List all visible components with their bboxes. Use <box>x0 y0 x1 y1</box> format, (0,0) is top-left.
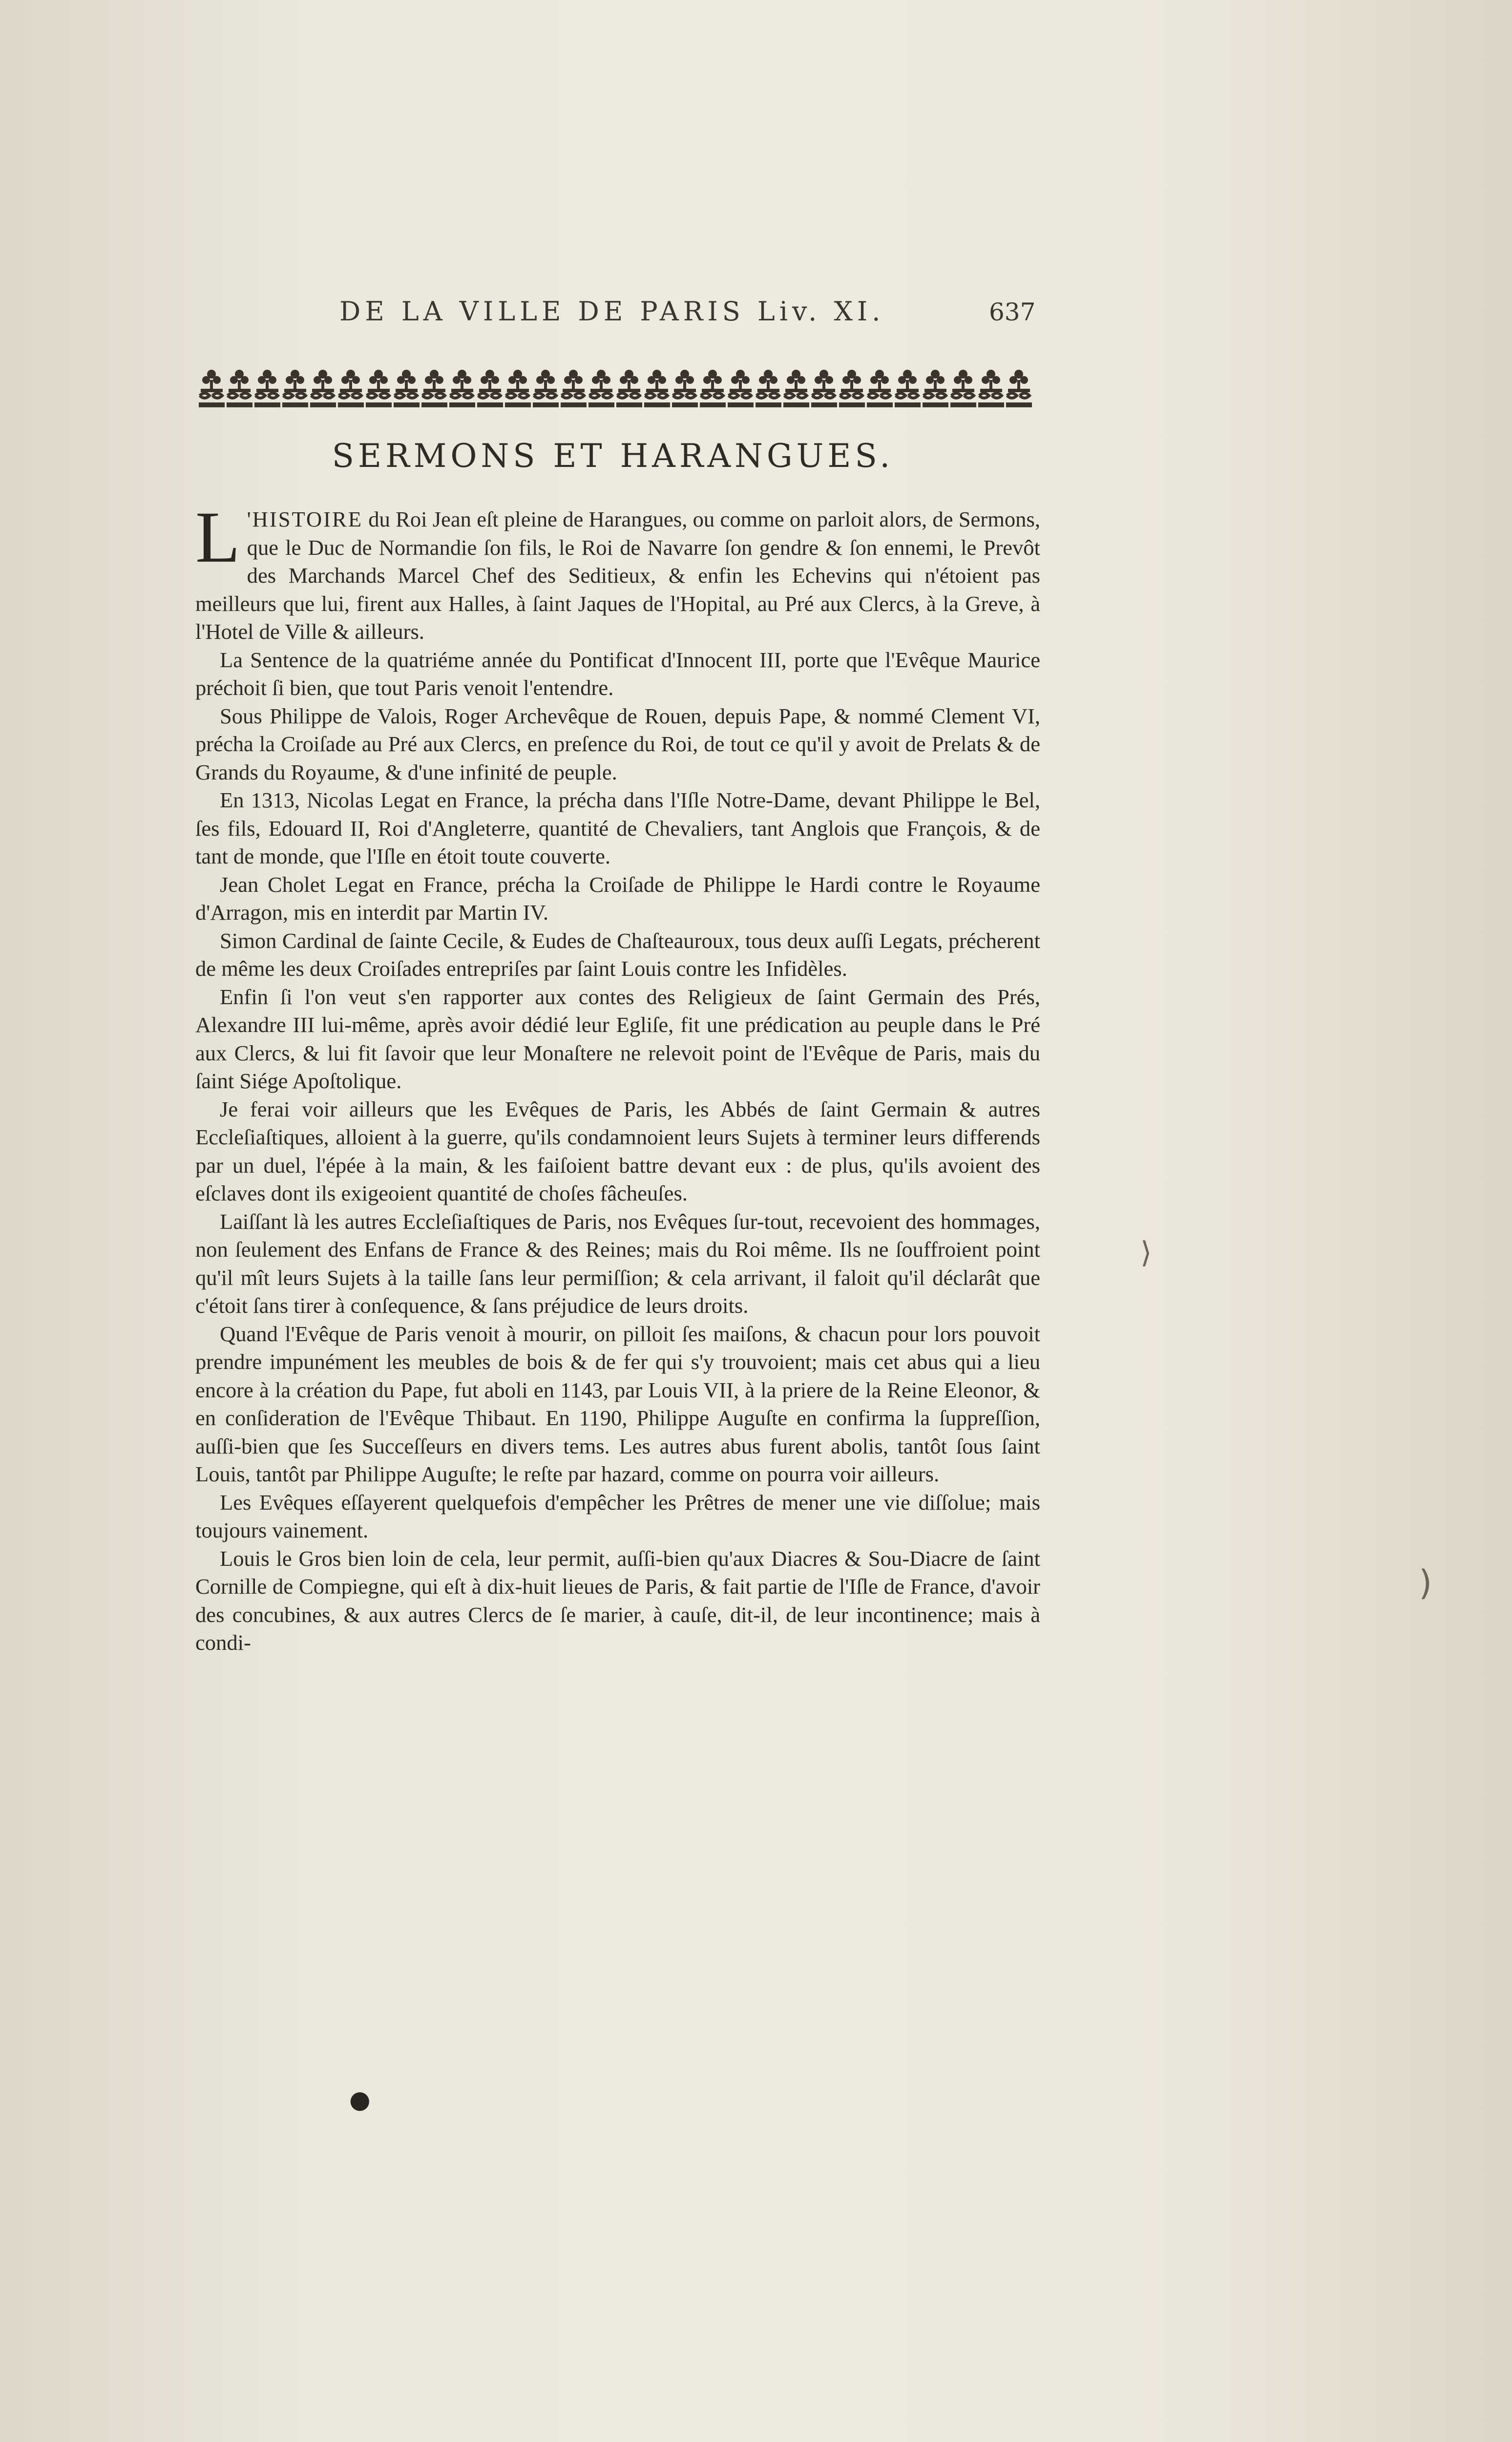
margin-mark: ⟩ <box>1140 1236 1152 1270</box>
running-head: DE LA VILLE DE PARIS Liv. XI. <box>339 296 885 327</box>
paragraph-9: Laiſſant là les autres Eccleſiaſtiques de Paris, nos Evêques ſur-tout, recevoient des hommages, non ſeulement des Enfans de France & des Reines; mais du Roi même. Ils ne ſouffroient point qu'il mît leurs Sujets à la taille ſans leur permiſſion; & cela arrivant, il faloit qu'il déclarât que c'étoit ſans tirer à conſequence, & ſans préjudice de leurs droits. <box>195 1209 1040 1318</box>
paragraph-8: Je ferai voir ailleurs que les Evêques de Paris, les Abbés de ſaint Germain & autres Eccleſiaſtiques, alloient à la guerre, qu'ils condamnoient leurs Sujets à terminer leurs differends par un duel, l'épée à la main, & les faiſoient battre devant eux : de plus, qu'ils avoient des eſclaves dont ils exigeoient quantité de choſes fâcheuſes. <box>195 1096 1040 1205</box>
drop-cap: L <box>195 497 240 578</box>
section-title: SERMONS ET HARANGUES. <box>332 437 894 475</box>
ornamental-headband <box>198 365 1033 412</box>
paragraph-6: Simon Cardinal de ſainte Cecile, & Eudes de Chaſteauroux, tous deux auſſi Legats, précherent de même les deux Croiſades entrepriſes par ſaint Louis contre les Infidèles. <box>195 928 1040 981</box>
ink-blot: ● <box>349 2085 371 2114</box>
paragraph-12: Louis le Gros bien loin de cela, leur permit, auſſi-bien qu'aux Diacres & Sou-Diacre de ſaint Cornille de Compiegne, qui eſt à dix-huit lieues de Paris, & fait partie de l'Iſle de France, d'avoir des concubines, & aux autres Clercs de ſe marier, à cauſe, dit-il, de leur incontinence; mais à condi- <box>195 1546 1040 1655</box>
opening-word: 'HISTOIRE <box>247 507 363 531</box>
paragraph-11: Les Evêques eſſayerent quelquefois d'empêcher les Prêtres de mener une vie diſſolue; mais toujours vainement. <box>195 1490 1040 1542</box>
page-number: 637 <box>989 298 1036 326</box>
paragraph-4: En 1313, Nicolas Legat en France, la précha dans l'Iſle Notre-Dame, devant Philippe le Bel, ſes fils, Edouard II, Roi d'Angleterre, quantité de Chevaliers, tant Anglois que François, & de tant de monde, que l'Iſle en étoit toute couverte. <box>195 788 1040 868</box>
paragraph-5: Jean Cholet Legat en France, précha la Croiſade de Philippe le Hardi contre le Royaume d'Arragon, mis en interdit par Martin IV. <box>195 872 1040 925</box>
margin-mark: ) <box>1419 1563 1432 1603</box>
paragraph-1 <box>195 497 1040 646</box>
body-text <box>195 497 1040 1657</box>
paragraph-7: Enfin ſi l'on veut s'en rapporter aux contes des Religieux de ſaint Germain des Prés, Alexandre III lui-même, après avoir dédié leur Egliſe, fit une prédication au peuple dans le Pré aux Clercs, & lui fit ſavoir que leur Monaſtere ne relevoit point de l'Evêque de Paris, mais du ſaint Siége Apoſtolique. <box>195 984 1040 1093</box>
paragraph-2: La Sentence de la quatriéme année du Pontificat d'Innocent III, porte que l'Evêque Maurice préchoit ſi bien, que tout Paris venoit l'entendre. <box>195 647 1040 700</box>
paragraph-10: Quand l'Evêque de Paris venoit à mourir, on pilloit ſes maiſons, & chacun pour lors pouvoit prendre impunément les meubles de bois & de fer qui s'y trouvoient; mais cet abus qui a lieu encore à la création du Pape, fut aboli en 1143, par Louis VII, à la priere de la Reine Eleonor, & en conſideration de l'Evêque Thibaut. En 1190, Philippe Auguſte en confirma la ſuppreſſion, auſſi-bien que ſes Succeſſeurs en divers tems. Les autres abus furent abolis, tantôt ſous ſaint Louis, tantôt par Philippe Auguſte; le reſte par hazard, comme on pourra voir ailleurs. <box>195 1321 1040 1486</box>
paragraph-3: Sous Philippe de Valois, Roger Archevêque de Rouen, depuis Pape, & nommé Clement VI, précha la Croiſade au Pré aux Clercs, en preſence du Roi, de tout ce qu'il y avoit de Prelats & de Grands du Royaume, & d'une infinité de peuple. <box>195 703 1040 784</box>
paragraph-text: du Roi Jean eſt pleine de Harangues, ou comme on parloit alors, de Sermons, que le Duc de Normandie ſon fils, le Roi de Navarre ſon gendre & ſon ennemi, le Prevôt des Marchands Marcel Chef des Seditieux, & enfin les Echevins qui n'étoient pas meilleurs que lui, firent aux Halles, à ſaint Jaques de l'Hopital, au Pré aux Clercs, à la Greve, à l'Hotel de Ville & ailleurs. <box>195 507 1040 644</box>
